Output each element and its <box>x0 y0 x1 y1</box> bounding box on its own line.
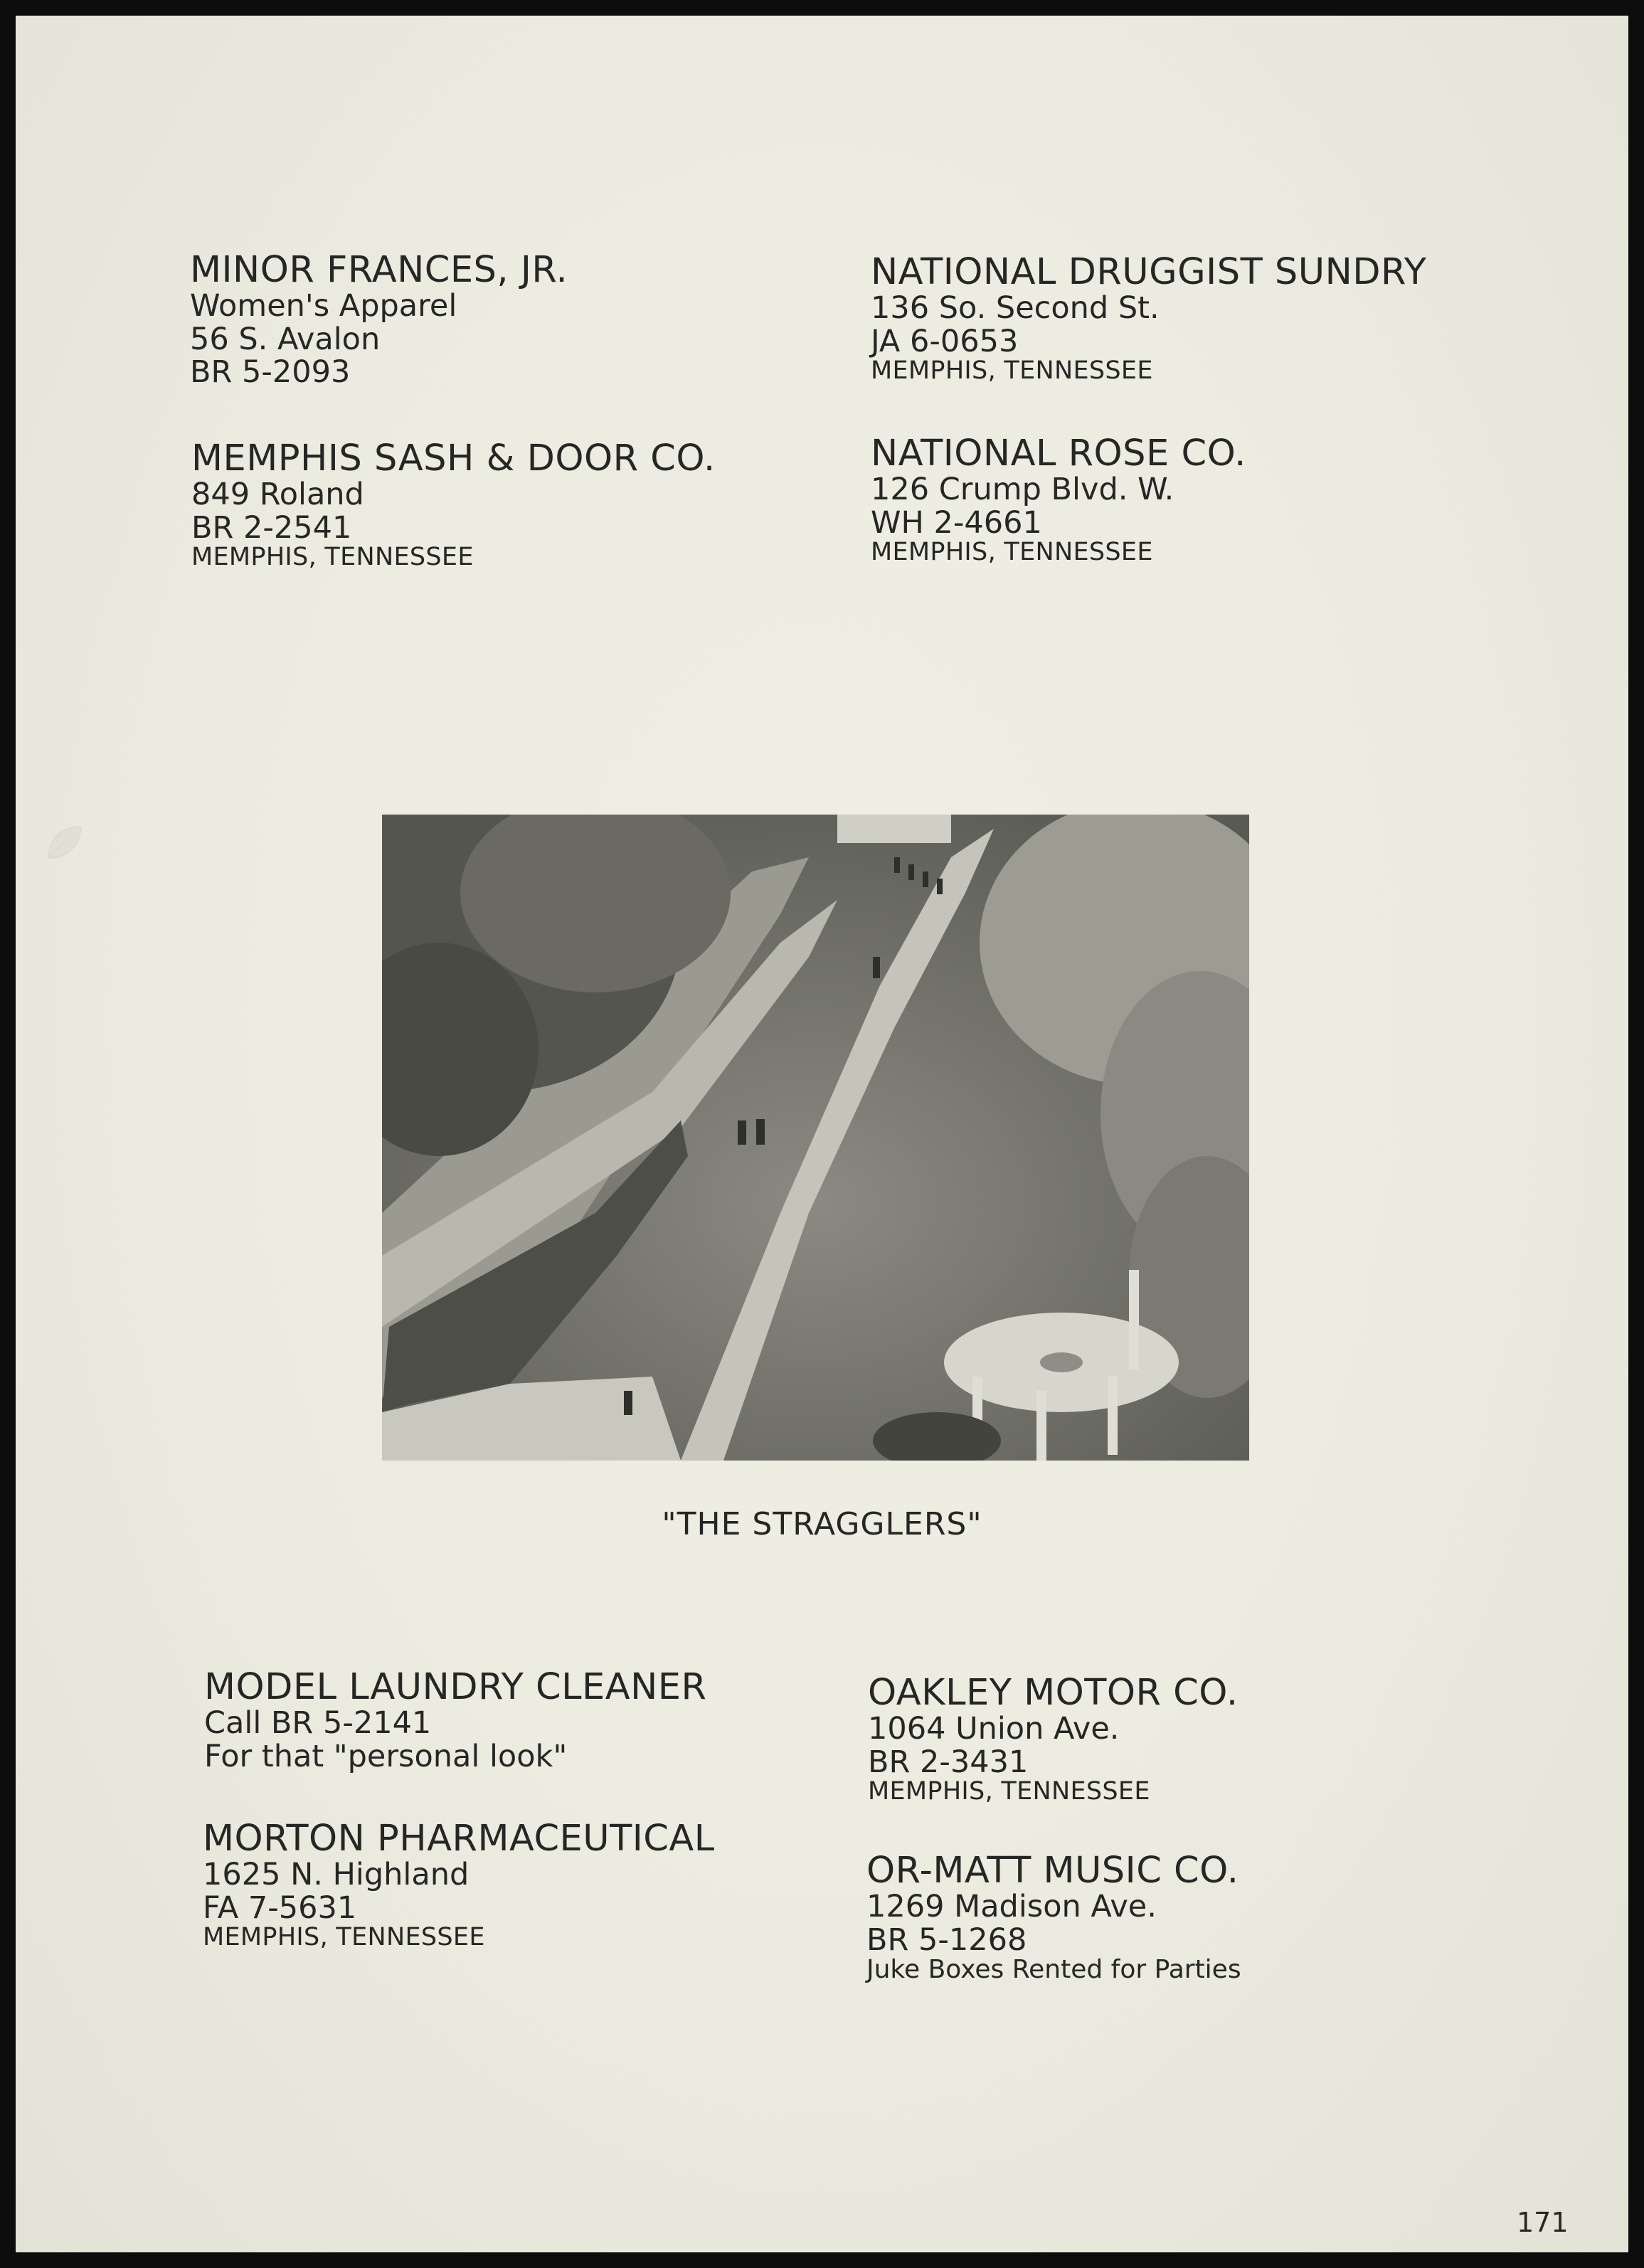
campus-walkway-photo <box>382 815 1249 1461</box>
ad-city: MEMPHIS, TENNESSEE <box>203 1922 485 1951</box>
ad-national-druggist-sundry <box>871 253 1426 385</box>
ad-name: MEMPHIS SASH & DOOR CO. <box>191 438 716 479</box>
ad-name: OR-MATT MUSIC CO. <box>866 1850 1239 1892</box>
ad-name: MINOR FRANCES, JR. <box>190 249 568 291</box>
ad-line: 56 S. Avalon <box>190 321 381 357</box>
photo-caption: "THE STRAGGLERS" <box>662 1506 982 1542</box>
ad-line: BR 2-2541 <box>191 509 352 546</box>
yearbook-page <box>16 16 1628 2252</box>
ad-line: FA 7-5631 <box>203 1890 357 1926</box>
ad-model-laundry-cleaner <box>204 1668 706 1773</box>
ad-or-matt-music <box>866 1851 1241 1984</box>
ad-national-rose <box>871 434 1246 566</box>
ad-oakley-motor <box>868 1673 1239 1806</box>
ad-line: 849 Roland <box>191 477 364 513</box>
ad-name: MORTON PHARMACEUTICAL <box>203 1818 715 1860</box>
ad-line: Call BR 5-2141 <box>204 1705 432 1742</box>
ad-city: MEMPHIS, TENNESSEE <box>868 1776 1150 1806</box>
ad-line: BR 2-3431 <box>868 1744 1029 1780</box>
ad-memphis-sash-door <box>191 439 716 571</box>
ad-line: BR 5-2093 <box>190 354 351 390</box>
ad-name: NATIONAL DRUGGIST SUNDRY <box>871 251 1427 293</box>
ad-line: 136 So. Second St. <box>871 290 1160 327</box>
ad-city: MEMPHIS, TENNESSEE <box>871 537 1153 566</box>
ad-name: NATIONAL ROSE CO. <box>871 433 1246 475</box>
ad-line: 1625 N. Highland <box>203 1857 470 1893</box>
leaf-mark-icon <box>43 821 85 864</box>
ad-name: OAKLEY MOTOR CO. <box>868 1672 1239 1714</box>
ad-morton-pharmaceutical <box>203 1819 715 1951</box>
ad-line: 1064 Union Ave. <box>868 1711 1120 1747</box>
ad-name: MODEL LAUNDRY CLEANER <box>204 1666 707 1708</box>
ad-line: 1269 Madison Ave. <box>866 1889 1157 1925</box>
ad-line: For that "personal look" <box>204 1738 568 1774</box>
ad-line: WH 2-4661 <box>871 504 1042 541</box>
ad-city: MEMPHIS, TENNESSEE <box>191 542 474 571</box>
ad-city: MEMPHIS, TENNESSEE <box>871 356 1153 385</box>
page-number: 171 <box>1517 2207 1569 2238</box>
ad-line: 126 Crump Blvd. W. <box>871 472 1174 508</box>
ad-tagline: Juke Boxes Rented for Parties <box>866 1954 1241 1984</box>
ad-minor-frances <box>190 250 568 388</box>
ad-line: BR 5-1268 <box>866 1922 1027 1958</box>
ad-line: Women's Apparel <box>190 288 457 324</box>
ad-line: JA 6-0653 <box>871 323 1019 359</box>
